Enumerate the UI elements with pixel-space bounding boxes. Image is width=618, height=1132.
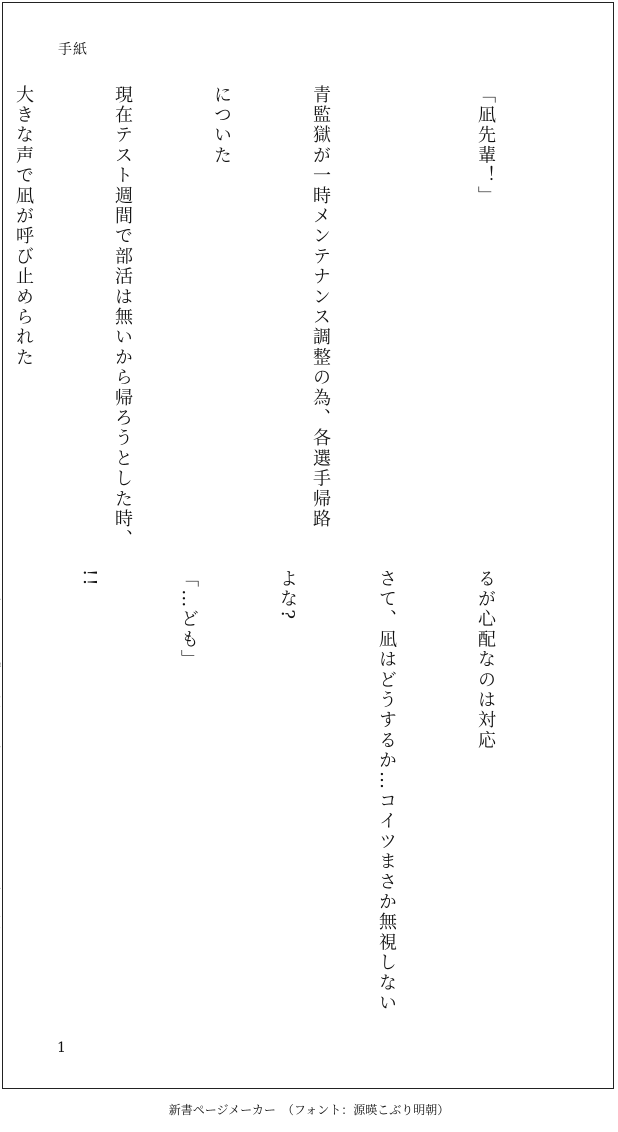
page-title: 手紙	[58, 42, 88, 58]
text-line: 青監獄が一時メンテナンス調整の為、各選手帰路	[310, 85, 331, 530]
text-line: 現在テスト週間で部活は無いから帰ろうとした時、	[112, 85, 133, 550]
text-line: !!	[79, 569, 100, 588]
text-line: についた	[211, 85, 232, 166]
text-line: よな?	[277, 569, 298, 622]
text-line: さて、凪はどうするか…コイツまさか無視しない	[376, 569, 397, 1014]
text-line: 「凪先輩！」	[475, 85, 496, 207]
footer-credit: 新書ページメーカー （フォント：源暎こぶり明朝）	[168, 1103, 450, 1117]
text-line: るが心配なのは対応	[475, 569, 496, 751]
page-frame	[2, 2, 614, 1089]
vertical-text-block-lower	[0, 569, 568, 1015]
vertical-text-block-upper	[0, 85, 568, 550]
text-line	[0, 569, 7, 1015]
text-line: 大きな声で凪が呼び止められた	[13, 85, 34, 368]
text-line: 「…ども」	[178, 569, 199, 670]
page-number: 1	[57, 1040, 66, 1056]
